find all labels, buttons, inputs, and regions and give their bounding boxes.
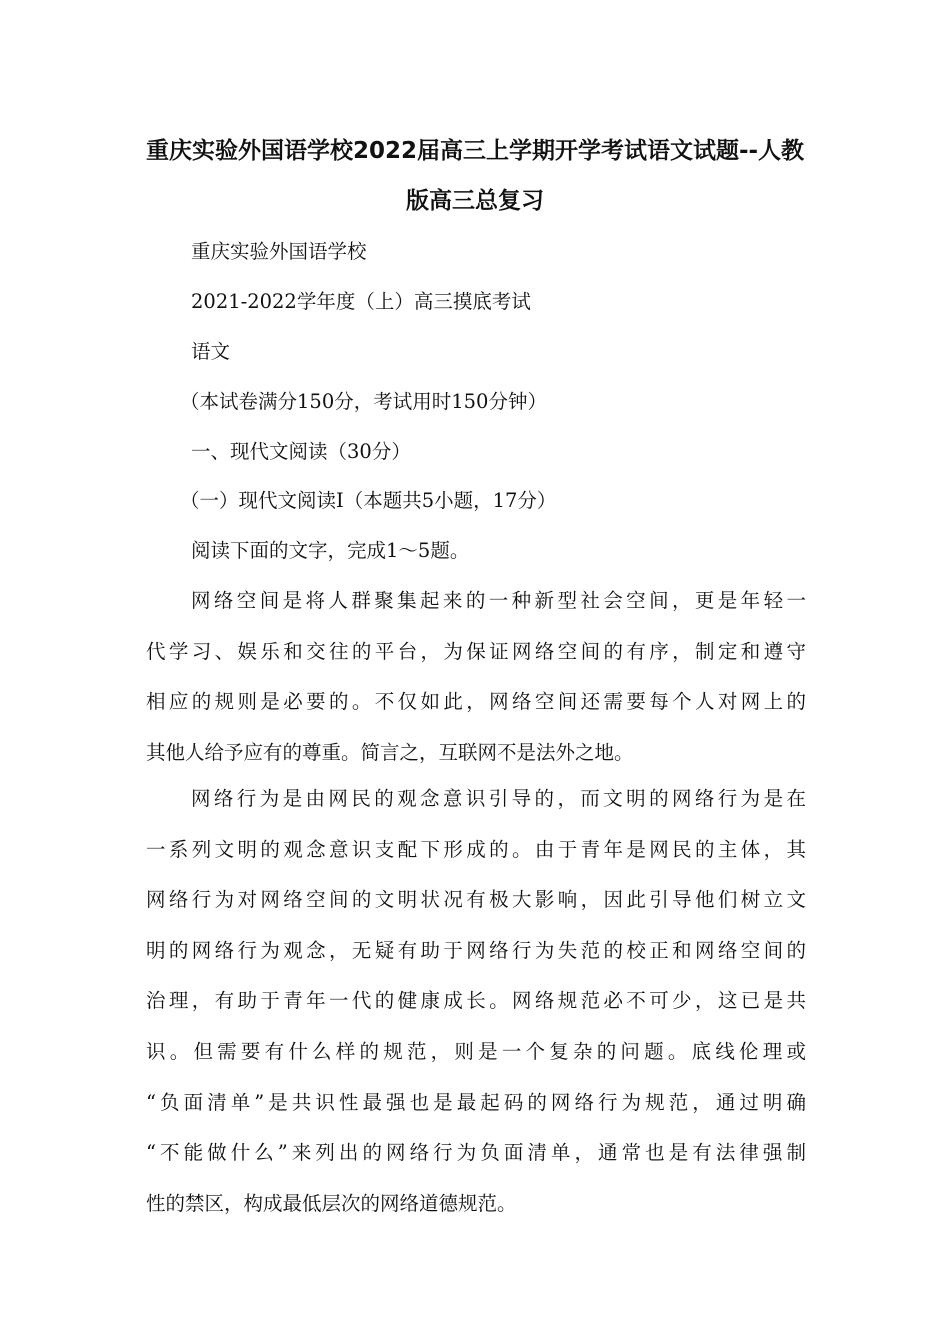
document-title-line-2: 版高三总复习 xyxy=(406,188,544,214)
paragraph-line: 明的网络行为观念，无疑有助于网络行为失范的校正和网络空间的 xyxy=(146,938,806,962)
paragraph-line: 其他人给予应有的尊重。简言之，互联网不是法外之地。 xyxy=(146,740,634,764)
paragraph-line: 性的禁区，构成最低层次的网络道德规范。 xyxy=(146,1191,517,1215)
paragraph-line: 一系列文明的观念意识支配下形成的。由于青年是网民的主体，其 xyxy=(146,837,806,861)
paragraph-line: 代学习、娱乐和交往的平台，为保证网络空间的有序，制定和遵守 xyxy=(146,639,806,663)
subsection-heading-1: （一）现代文阅读Ⅰ（本题共5小题，17分） xyxy=(180,489,557,512)
paragraph-line: 识。但需要有什么样的规范，则是一个复杂的问题。底线伦理或 xyxy=(146,1039,806,1063)
paragraph-line: 网络行为对网络空间的文明状况有极大影响，因此引导他们树立文 xyxy=(146,888,806,912)
paragraph-line: “负面清单”是共识性最强也是最起码的网络行为规范，通过明确 xyxy=(146,1090,806,1114)
paragraph-line: 网络空间是将人群聚集起来的一种新型社会空间，更是年轻一 xyxy=(191,589,806,612)
reading-instruction: 阅读下面的文字，完成1～5题。 xyxy=(191,539,470,562)
paragraph-line: 相应的规则是必要的。不仅如此，网络空间还需要每个人对网上的 xyxy=(146,690,806,714)
subject-label: 语文 xyxy=(191,340,231,363)
exam-info: （本试卷满分150分，考试用时150分钟） xyxy=(180,390,547,413)
paragraph-line: 治理，有助于青年一代的健康成长。网络规范必不可少，这已是共 xyxy=(146,989,806,1013)
paragraph-line: “不能做什么”来列出的网络行为负面清单，通常也是有法律强制 xyxy=(146,1141,806,1165)
paragraph-line: 网络行为是由网民的观念意识引导的，而文明的网络行为是在 xyxy=(191,787,806,810)
paragraph-2 xyxy=(146,774,806,1229)
school-name: 重庆实验外国语学校 xyxy=(191,240,367,263)
section-heading-1: 一、现代文阅读（30分） xyxy=(191,440,411,463)
paragraph-1 xyxy=(146,576,806,778)
document-title-line-1: 重庆实验外国语学校2022届高三上学期开学考试语文试题--人教 xyxy=(145,138,805,164)
exam-name: 2021-2022学年度（上）高三摸底考试 xyxy=(191,290,531,313)
